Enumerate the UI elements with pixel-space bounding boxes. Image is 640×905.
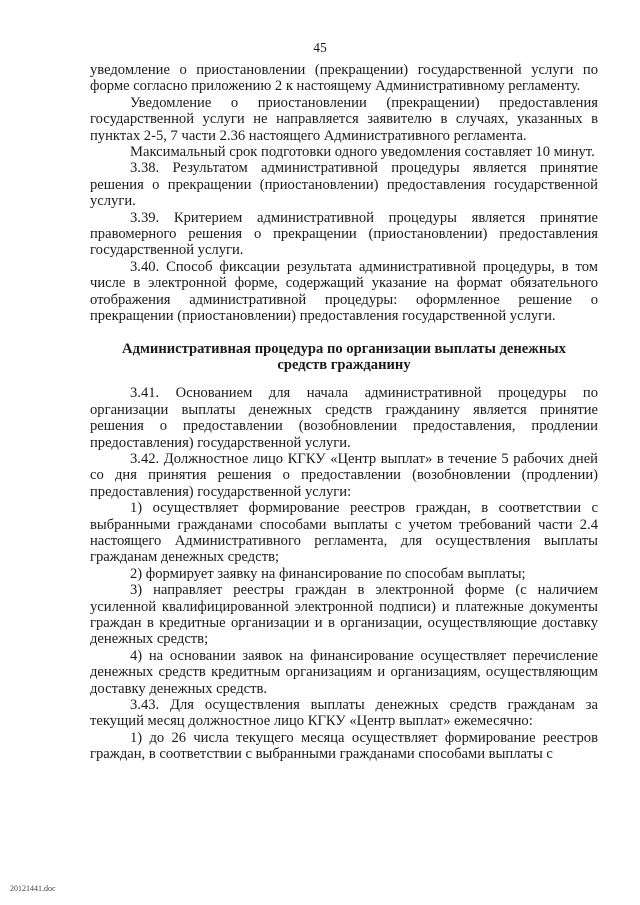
paragraph: 3.43. Для осуществления выплаты денежных средств гражданам за текущий месяц должностное лицо КГКУ «Центр выплат» ежемесячно: bbox=[90, 697, 598, 730]
list-item: 1) осуществляет формирование реестров граждан, в соответствии с выбранными гражданами способами выплаты с учетом требований части 2.4 настоящего Административного регламента, для осуществления выплаты гражданам денежных средств; bbox=[90, 500, 598, 566]
paragraph: 3.38. Результатом административной процедуры является принятие решения о прекращении (приостановлении) предоставления государственной услуги. bbox=[90, 160, 598, 210]
paragraph: уведомление о приостановлении (прекращении) государственной услуги по форме согласно приложению 2 к настоящему Административному регламенту. bbox=[90, 62, 598, 95]
paragraph: Уведомление о приостановлении (прекращении) предоставления государственной услуги не направляется заявителю в случаях, указанных в пунктах 2-5, 7 части 2.36 настоящего Административного регламента. bbox=[90, 94, 598, 144]
paragraph: Максимальный срок подготовки одного уведомления составляет 10 минут. bbox=[130, 144, 595, 161]
paragraph: 3.39. Критерием административной процедуры является принятие правомерного решения о прекращении (приостановлении) предоставления государственной услуги. bbox=[90, 209, 598, 259]
section-heading: Административная процедура по организации выплаты денежных средств гражданину bbox=[122, 340, 566, 373]
page-number: 45 bbox=[313, 40, 327, 55]
list-item: 3) направляет реестры граждан в электронной форме (с наличием усиленной квалифицированной электронной подписи) и платежные документы граждан в кредитные организации и в организации, осуществляющие доставку денежных средств; bbox=[90, 582, 598, 648]
list-item: 1) до 26 числа текущего месяца осуществляет формирование реестров граждан, в соответствии с выбранными гражданами способами выплаты с bbox=[90, 729, 598, 763]
paragraph: 3.40. Способ фиксации результата административной процедуры, в том числе в электронной форме, содержащий указание на формат обязательного отображения административной процедуры: оформленное решение о прекращении (приостановлении) предоставления государственной услуги. bbox=[90, 258, 598, 325]
footer-filename: 20121441.doc bbox=[10, 884, 56, 893]
paragraph: 3.41. Основанием для начала административной процедуры по организации выплаты денежных средств гражданину является принятие решения о предоставлении (возобновлении предоставления, продлении предоставления) государственной услуги. bbox=[90, 385, 598, 451]
list-item: 4) на основании заявок на финансирование осуществляет перечисление денежных средств кредитным организациям и организациям, осуществляющим доставку денежных средств. bbox=[90, 647, 598, 697]
list-item: 2) формирует заявку на финансирование по способам выплаты; bbox=[130, 565, 526, 582]
paragraph: 3.42. Должностное лицо КГКУ «Центр выплат» в течение 5 рабочих дней со дня принятия решения о предоставлении (возобновлении (продлении) предоставления) государственной услуги: bbox=[90, 450, 598, 500]
document-body bbox=[90, 62, 598, 763]
